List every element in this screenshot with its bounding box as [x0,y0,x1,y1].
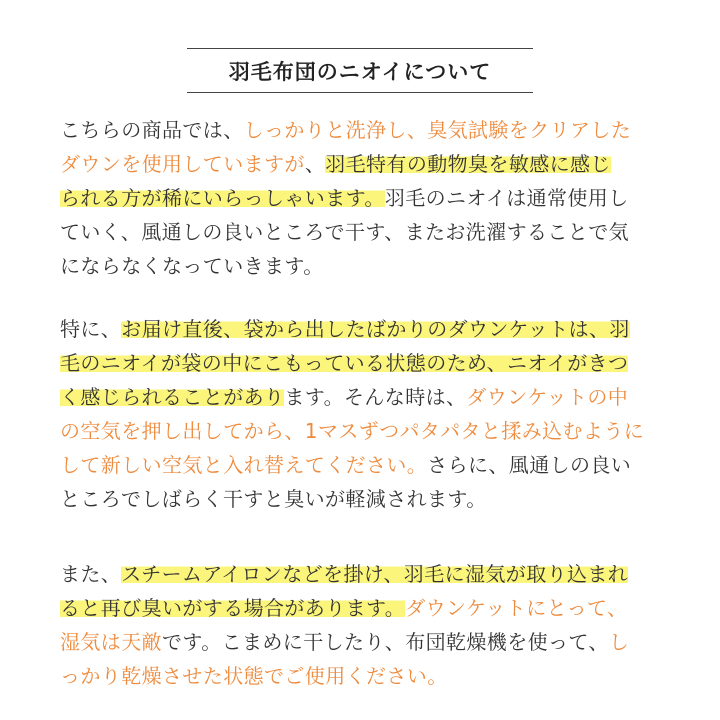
body-text: こちらの商品では、 [60,118,244,142]
body-text: ていく、風通しの良いところで干す、またお洗濯することで気 [60,220,629,244]
text-line [60,113,670,147]
text-line [60,215,670,249]
emphasis-text: して新しい空気と入れ替えてください。 [60,453,428,477]
title-banner [187,48,533,93]
emphasis-text: しっかりと洗浄し、臭気試験をクリアした [243,118,632,142]
paragraph-moisture [60,557,670,693]
body-text: にならなくなっていきます。 [60,254,324,278]
page-title: 羽毛布団のニオイについて [228,59,492,84]
emphasis-text: ダウンケットにとって、 [405,596,628,620]
highlighted-text: られる方が稀にいらっしゃいます。 [60,186,385,210]
paragraph-after-delivery [60,312,670,516]
emphasis-text: の空気を押し出してから、1マスずつパタパタと揉み込むように [60,419,645,443]
text-line [60,448,670,482]
text-line [60,557,670,591]
text-line [60,659,670,693]
body-text: ところでしばらく干すと臭いが軽減されます。 [60,487,487,511]
text-line [60,147,670,181]
highlighted-text: お届け直後、袋から出したばかりのダウンケットは、羽 [121,317,630,341]
body-text: ます。そんな時は、 [284,385,467,409]
body-text: また、 [60,562,122,586]
highlighted-text: スチームアイロンなどを掛け、羽毛に湿気が取り込まれ [121,562,629,586]
body-text: 、 [304,152,326,176]
text-line [60,312,670,346]
body-text: さらに、風通しの良い [427,453,632,477]
text-line [60,380,670,414]
highlighted-text: 毛のニオイが袋の中にこもっている状態のため、ニオイがきつ [60,351,629,375]
body-text: 羽毛のニオイは通常使用し [384,186,629,210]
text-line [60,414,670,448]
emphasis-text: ダウンを使用していますが [60,152,305,176]
text-line [60,482,670,516]
highlighted-text: ると再び臭いがする場合があります。 [60,596,406,620]
highlighted-text: 羽毛特有の動物臭を敏感に感じ [325,152,611,176]
emphasis-text: 湿気は天敵 [60,630,162,654]
emphasis-text: っかり乾燥させた状態でご使用ください。 [60,664,448,688]
text-line [60,591,670,625]
body-text: です。こまめに干したり、布団乾燥機を使って、 [162,630,609,654]
text-line [60,346,670,380]
highlighted-text: く感じられることがあり [60,385,285,409]
emphasis-text: ダウンケットの中 [466,385,629,409]
emphasis-text: し [608,630,630,654]
text-line [60,181,670,215]
text-line [60,625,670,659]
body-text: 特に、 [60,317,122,341]
paragraph-intro [60,113,670,283]
text-line [60,249,670,283]
